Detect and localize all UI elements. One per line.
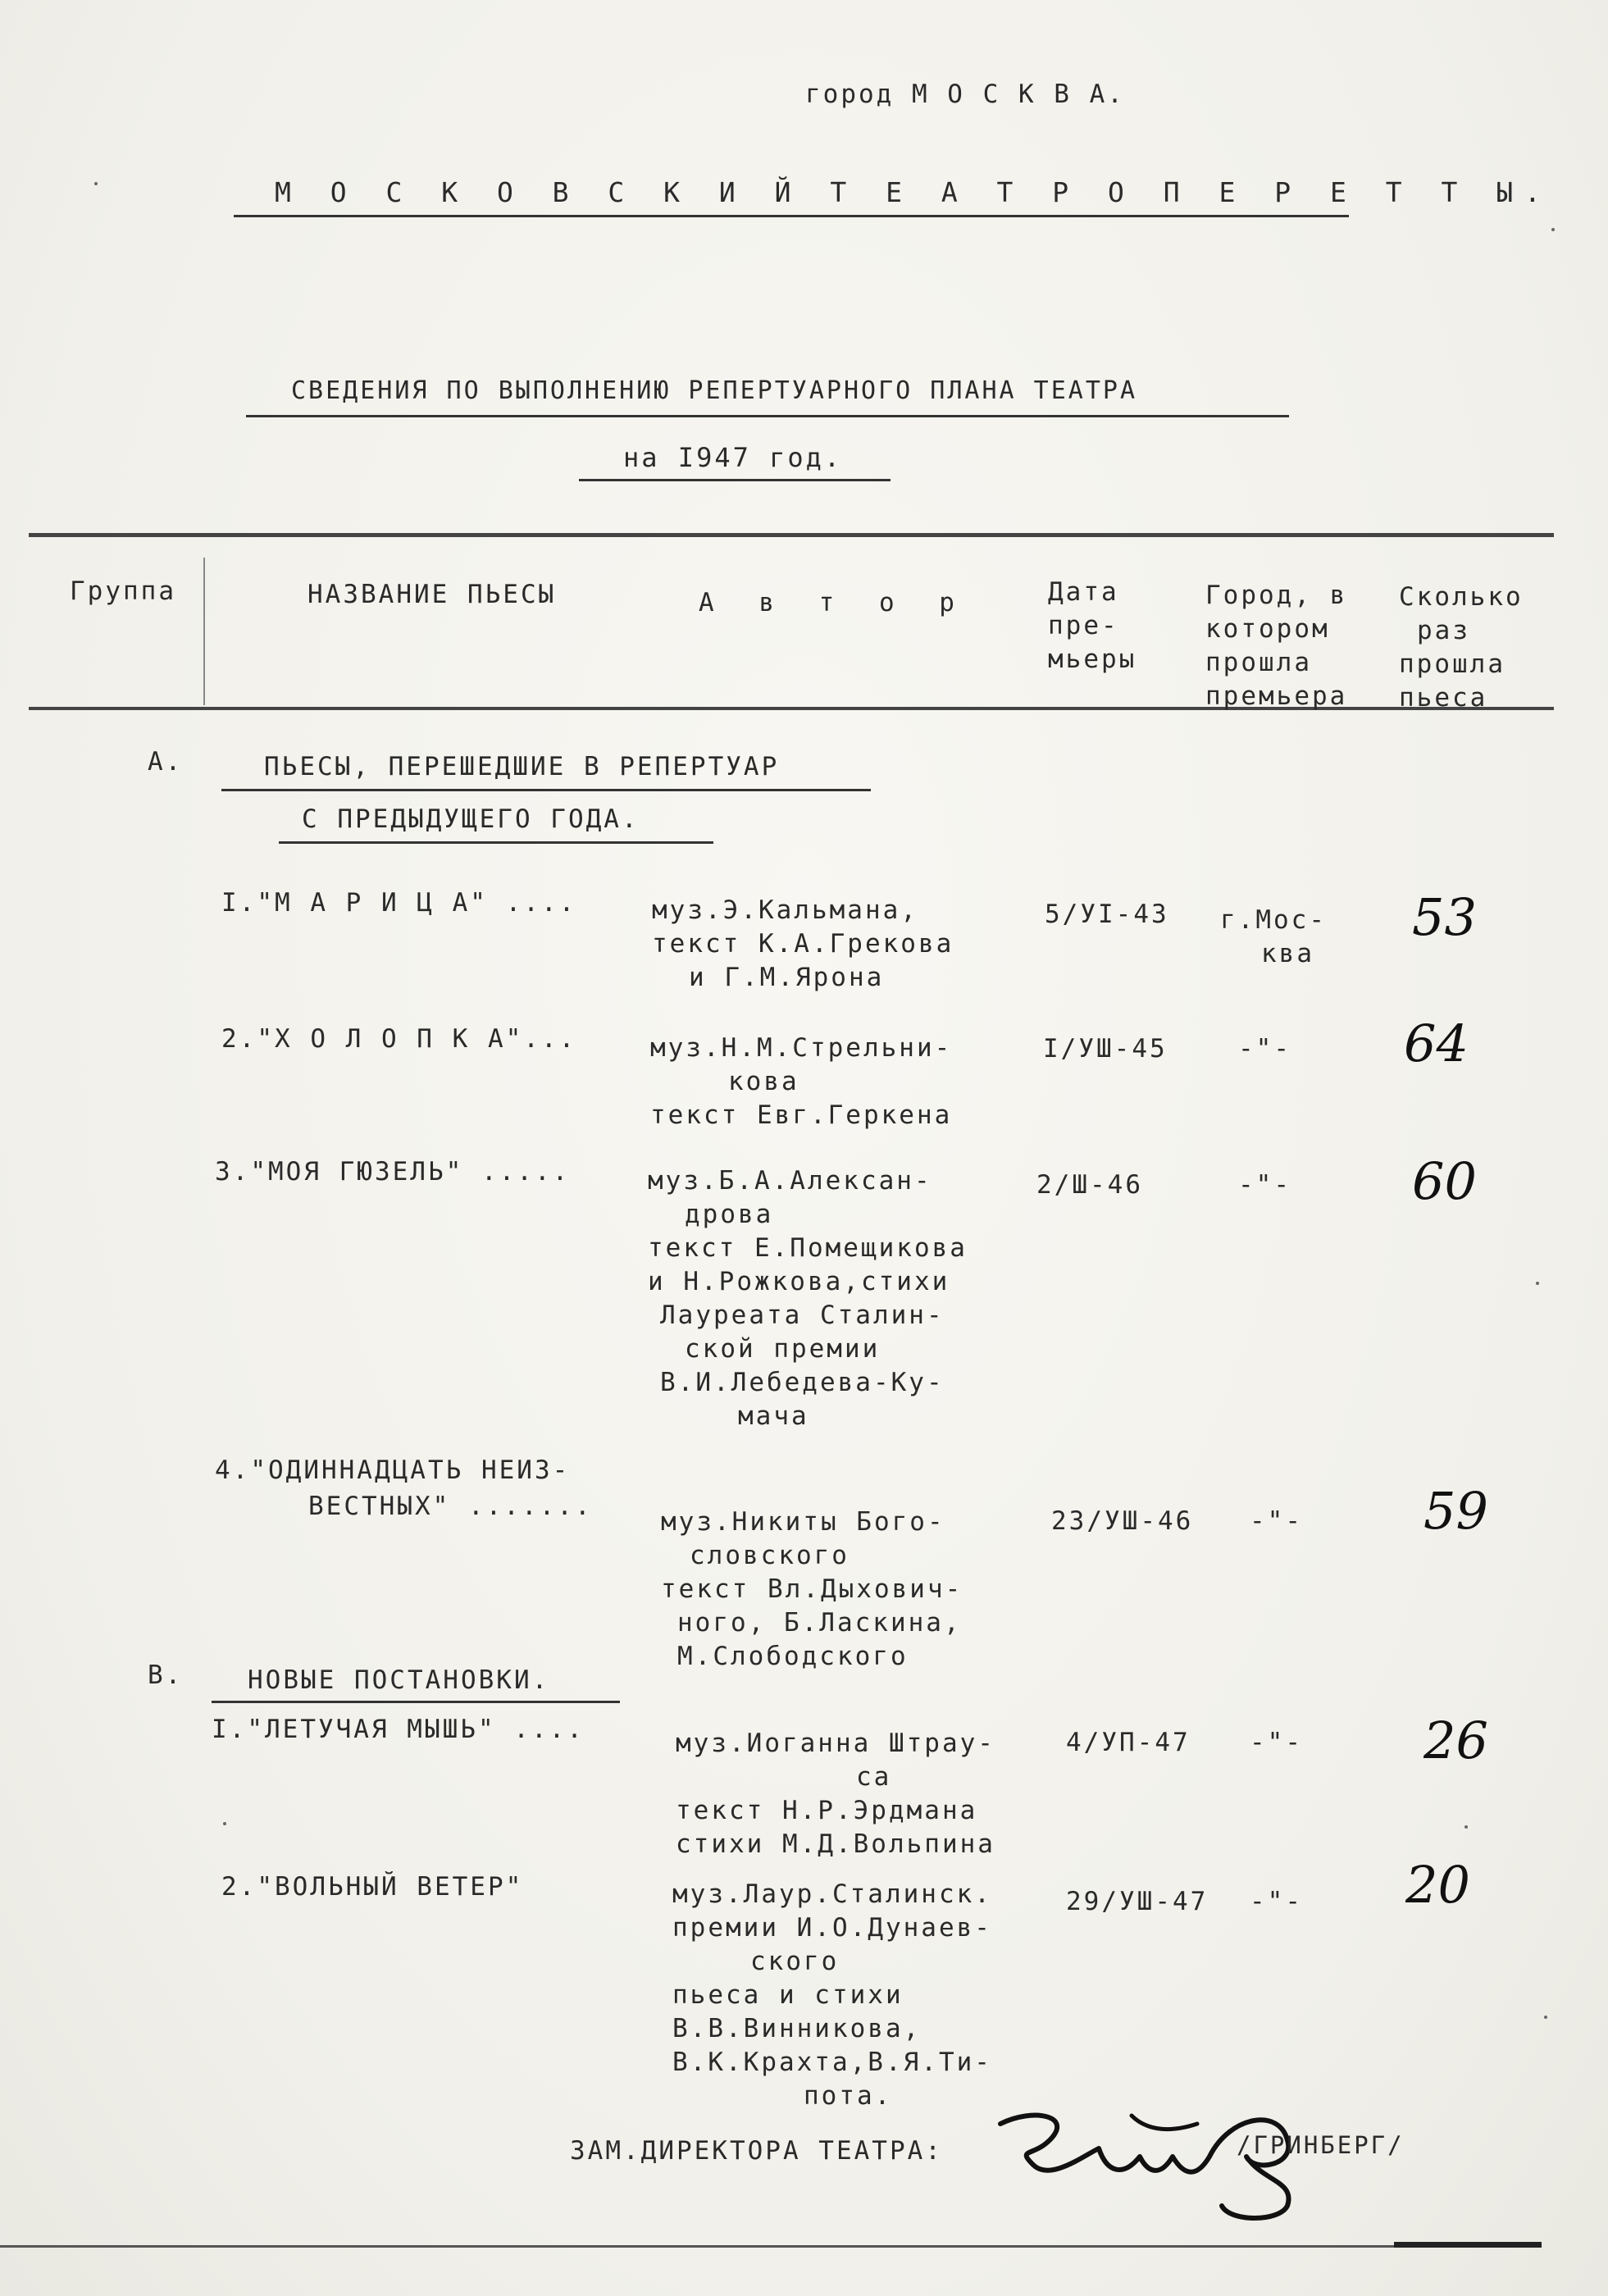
play-author: муз.Н.М.Стрельни- кова текст Евг.Геркена xyxy=(650,1033,953,1130)
report-year: на I947 год. xyxy=(623,442,843,473)
col-count: Сколько раз прошла пьеса xyxy=(1399,582,1524,713)
section-heading: ПЬЕСЫ, ПЕРЕШЕДШИЕ В РЕПЕРТУАР xyxy=(264,752,780,781)
play-date: 5/УI-43 xyxy=(1045,900,1169,929)
theater-name: М О С К О В С К И Й Т Е А Т Р О П Е Р Е Т Т Ы. xyxy=(275,176,1552,208)
play-count: 60 xyxy=(1412,1151,1477,1211)
section-heading-cont: С ПРЕДЫДУЩЕГО ГОДА. xyxy=(302,804,640,834)
play-city: -"- xyxy=(1238,1034,1291,1064)
report-title-underline xyxy=(246,415,1289,417)
play-city: г.Мос- ква xyxy=(1220,905,1327,968)
play-author: муз.Б.А.Алексан- дрова текст Е.Помещикова и Н.Рожкова,стихи Лауреата Сталин- ской премии В.И.Лебедева-Ку- мача xyxy=(648,1166,968,1431)
play-count: 26 xyxy=(1424,1711,1488,1770)
theater-underline xyxy=(234,215,1349,217)
play-author: муз.Лаур.Сталинск. премии И.О.Дунаев- ского пьеса и стихи В.В.Винникова, В.К.Крахта,В.Я.Ти- пота. xyxy=(672,1879,992,2111)
section-heading: НОВЫЕ ПОСТАНОВКИ. xyxy=(248,1665,550,1695)
play-title: I."М А Р И Ц А" .... xyxy=(221,888,577,918)
play-date: 4/УП-47 xyxy=(1066,1728,1191,1757)
play-count: 20 xyxy=(1405,1855,1470,1915)
column-divider xyxy=(203,558,205,705)
play-title: I."ЛЕТУЧАЯ МЫШЬ" .... xyxy=(212,1715,585,1744)
bottom-rule-heavy xyxy=(1394,2242,1542,2248)
play-count: 64 xyxy=(1404,1014,1469,1073)
speck xyxy=(1544,2016,1547,2019)
bottom-rule xyxy=(0,2245,1394,2248)
city-line: город М О С К В А. xyxy=(805,80,1125,109)
col-premiere-date: Дата пре- мьеры xyxy=(1048,577,1137,674)
play-count: 59 xyxy=(1424,1481,1488,1541)
col-group: Группа xyxy=(70,576,176,606)
signatory-label: ЗАМ.ДИРЕКТОРА ТЕАТРА: xyxy=(570,2136,943,2166)
play-title: 2."Х О Л О П К А"... xyxy=(221,1024,577,1054)
play-date: 23/УШ-46 xyxy=(1051,1506,1194,1536)
play-title: 2."ВОЛЬНЫЙ ВЕТЕР" xyxy=(221,1872,524,1902)
section-heading-underline xyxy=(279,841,713,844)
section-letter: В. xyxy=(148,1660,184,1690)
section-heading-underline xyxy=(221,789,871,791)
section-heading-underline xyxy=(212,1701,620,1703)
speck xyxy=(1465,1825,1468,1829)
play-city: -"- xyxy=(1250,1728,1303,1757)
speck xyxy=(94,182,98,185)
speck xyxy=(1536,1282,1539,1285)
play-city: -"- xyxy=(1250,1506,1303,1536)
play-count: 53 xyxy=(1412,887,1477,947)
play-title-cont: ВЕСТНЫХ" ....... xyxy=(308,1492,593,1521)
speck xyxy=(223,1822,226,1825)
play-city: -"- xyxy=(1238,1170,1291,1200)
play-date: 2/Ш-46 xyxy=(1036,1170,1143,1200)
handwritten-signature xyxy=(984,2099,1410,2230)
play-title: 4."ОДИННАДЦАТЬ НЕИЗ- xyxy=(215,1456,571,1485)
play-author: муз.Иоганна Штрау- са текст Н.Р.Эрдмана стихи М.Д.Вольпина xyxy=(676,1729,995,1859)
col-title: НАЗВАНИЕ ПЬЕСЫ xyxy=(307,580,557,609)
play-title: 3."МОЯ ГЮЗЕЛЬ" ..... xyxy=(215,1157,571,1187)
play-date: 29/УШ-47 xyxy=(1066,1887,1209,1916)
play-date: I/УШ-45 xyxy=(1043,1034,1168,1064)
play-city: -"- xyxy=(1250,1887,1303,1916)
report-title: СВЕДЕНИЯ ПО ВЫПОЛНЕНИЮ РЕПЕРТУАРНОГО ПЛАНА ТЕАТРА xyxy=(291,376,1138,405)
play-author: муз.Э.Кальмана, текст К.А.Грекова и Г.М.Ярона xyxy=(652,895,954,992)
section-letter: А. xyxy=(148,747,184,777)
col-author: А в т о р xyxy=(699,588,969,617)
signatory-name: /ГРИНБЕРГ/ xyxy=(1237,2131,1405,2159)
play-author: муз.Никиты Бого- словского текст Вл.Дыхович- ного, Б.Ласкина, М.Слободского xyxy=(661,1507,963,1671)
col-city: Город, в котором прошла премьера xyxy=(1205,581,1348,711)
speck xyxy=(1551,228,1555,231)
table-top-rule xyxy=(29,533,1554,537)
year-underline xyxy=(579,479,891,481)
